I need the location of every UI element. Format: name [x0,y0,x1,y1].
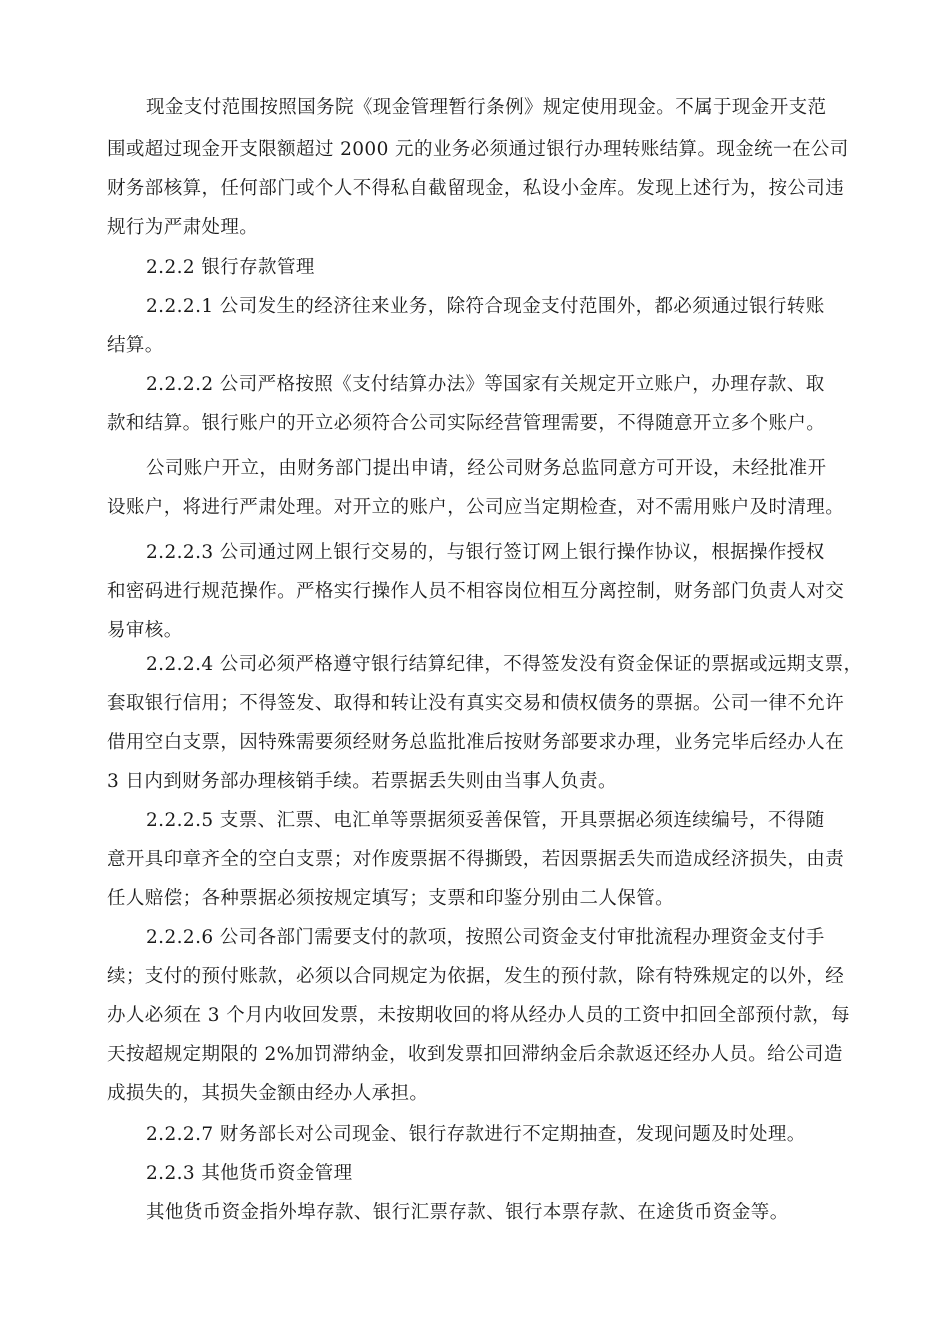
text-line: 借用空白支票，因特殊需要须经财务总监批准后按财务部要求办理，业务完毕后经办人在 [107,732,845,753]
text-line: 设账户，将进行严肃处理。对开立的账户，公司应当定期检查，对不需用账户及时清理。 [107,497,845,518]
section-heading-bank-deposit: 2.2.2 银行存款管理 [146,257,315,278]
paragraph-other-funds: 其他货币资金指外埠存款、银行汇票存款、银行本票存款、在途货币资金等。 [146,1202,789,1223]
section-heading-other-funds: 2.2.3 其他货币资金管理 [146,1163,353,1184]
text-line: 公司账户开立，由财务部门提出申请，经公司财务总监同意方可开设，未经批准开 [146,458,827,479]
text-line: 2.2.2.2 公司严格按照《支付结算办法》等国家有关规定开立账户，办理存款、取 [146,374,825,395]
text-line: 意开具印章齐全的空白支票；对作废票据不得撕毁，若因票据丢失而造成经济损失，由责 [107,849,845,870]
text-line: 天按超规定期限的 2%加罚滞纳金，收到发票扣回滞纳金后余款返还经办人员。给公司造 [107,1044,843,1065]
text-line: 办人必须在 3 个月内收回发票，未按期收回的将从经办人员的工资中扣回全部预付款，每 [107,1005,850,1026]
text-line: 2.2.2.5 支票、汇票、电汇单等票据须妥善保管，开具票据必须连续编号，不得随 [146,810,825,831]
text-line: 任人赔偿；各种票据必须按规定填写；支票和印鉴分别由二人保管。 [107,888,675,909]
text-line: 围或超过现金开支限额超过 2000 元的业务必须通过银行办理转账结算。现金统一在公司 [107,139,849,160]
text-line: 财务部核算，任何部门或个人不得私自截留现金，私设小金库。发现上述行为，按公司违 [107,178,845,199]
text-line: 款和结算。银行账户的开立必须符合公司实际经营管理需要，不得随意开立多个账户。 [107,413,826,434]
text-line: 续；支付的预付账款，必须以合同规定为依据，发生的预付款，除有特殊规定的以外，经 [107,966,845,987]
text-line: 现金支付范围按照国务院《现金管理暂行条例》规定使用现金。不属于现金开支范 [146,97,827,118]
text-line: 2.2.2.4 公司必须严格遵守银行结算纪律，不得签发没有资金保证的票据或远期支票， [146,654,863,675]
text-line: 易审核。 [107,620,183,641]
text-line: 2.2.2.6 公司各部门需要支付的款项，按照公司资金支付审批流程办理资金支付手 [146,927,825,948]
text-line: 套取银行信用；不得签发、取得和转让没有真实交易和债权债务的票据。公司一律不允许 [107,693,845,714]
paragraph-2-2-2-7: 2.2.2.7 财务部长对公司现金、银行存款进行不定期抽查，发现问题及时处理。 [146,1124,806,1145]
text-line: 2.2.2.1 公司发生的经济往来业务，除符合现金支付范围外，都必须通过银行转账 [146,296,825,317]
text-line: 规行为严肃处理。 [107,217,259,238]
text-line: 3 日内到财务部办理核销手续。若票据丢失则由当事人负责。 [107,771,617,792]
text-line: 结算。 [107,335,164,356]
text-line: 和密码进行规范操作。严格实行操作人员不相容岗位相互分离控制，财务部门负责人对交 [107,581,845,602]
text-line: 成损失的，其损失金额由经办人承担。 [107,1083,429,1104]
text-line: 2.2.2.3 公司通过网上银行交易的，与银行签订网上银行操作协议，根据操作授权 [146,542,825,563]
